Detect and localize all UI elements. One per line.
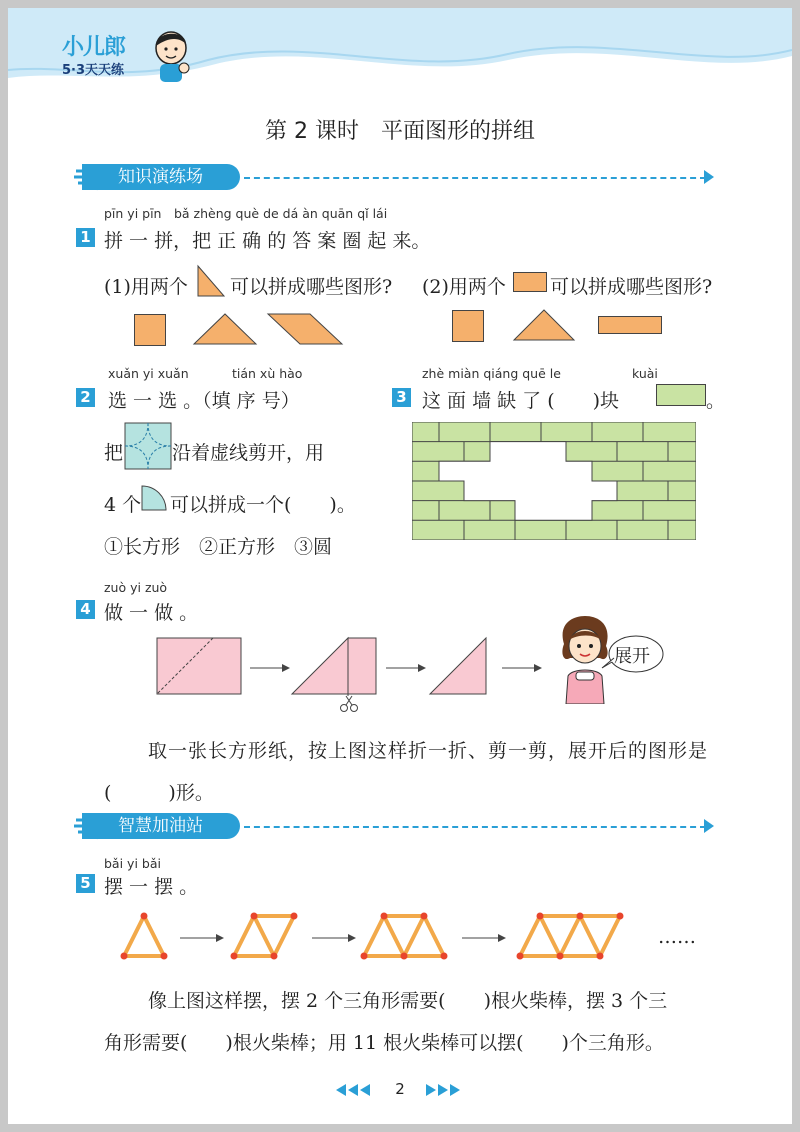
q2-line1-b: 沿着虚线剪开，用	[172, 442, 325, 464]
q2-number: 2	[76, 388, 95, 407]
option-triangle[interactable]	[192, 312, 258, 346]
q5-pinyin: bǎi yi bǎi	[104, 856, 161, 871]
q4-desc-2: ( )形。	[104, 782, 214, 804]
option-parallelogram[interactable]	[266, 312, 344, 346]
q5-ellipsis: ……	[658, 926, 696, 948]
page	[8, 8, 792, 1124]
option-square-2[interactable]	[452, 310, 484, 342]
q1-part2-text-a: (2)用两个	[422, 276, 506, 298]
logo-boy-icon	[150, 28, 192, 86]
q1-prompt: 拼 一 拼，把 正 确 的 答 案 圈 起 来。	[104, 230, 431, 252]
next-page-icon[interactable]	[426, 1084, 462, 1096]
right-triangle-icon	[196, 264, 226, 298]
brick-wall	[412, 422, 696, 540]
q1-number: 1	[76, 228, 95, 247]
option-square[interactable]	[134, 314, 166, 346]
green-brick-icon	[656, 384, 706, 406]
q3-prompt-b: 。	[706, 390, 726, 412]
section-divider-2	[244, 826, 706, 828]
q3-pinyin-2: kuài	[632, 366, 658, 381]
q1-part1-text-a: (1)用两个	[104, 276, 188, 298]
arrow-right-icon	[704, 170, 716, 184]
q2-line2-a: 4 个	[104, 494, 142, 516]
section-divider	[244, 177, 706, 179]
q3-prompt-a: 这 面 墙 缺 了 ( )块	[422, 390, 620, 412]
q5-desc-1: 像上图这样摆，摆 2 个三角形需要( )根火柴棒，摆 3 个三	[148, 990, 668, 1012]
page-number: 2	[395, 1080, 405, 1098]
quarter-circle-icon	[140, 484, 168, 512]
q2-line1-a: 把	[104, 442, 124, 464]
square-with-arcs-icon	[124, 422, 172, 470]
option-long-rectangle[interactable]	[598, 316, 662, 334]
q2-options: ①长方形 ②正方形 ③圆	[104, 536, 333, 558]
section-wisdom-label: 智慧加油站	[82, 813, 240, 839]
scissors-icon	[341, 696, 358, 712]
q3-number: 3	[392, 388, 411, 407]
matchstick-diagram	[116, 910, 656, 964]
q1-part1-text-b: 可以拼成哪些图形?	[230, 276, 393, 298]
logo	[62, 30, 125, 78]
q2-line2-b: 可以拼成一个( )。	[170, 494, 356, 516]
logo-title: 小儿郎	[62, 35, 126, 60]
q4-prompt: 做 一 做 。	[104, 602, 199, 624]
q5-desc-2: 角形需要( )根火柴棒；用 11 根火柴棒可以摆( )个三角形。	[104, 1032, 664, 1054]
speech-text: 展开	[614, 646, 650, 667]
small-rectangle-icon	[513, 272, 547, 292]
q2-pinyin-1: xuǎn yi xuǎn	[108, 366, 189, 381]
q2-pinyin-2: tián xù hào	[232, 366, 303, 381]
arrow-right-icon-2	[704, 819, 716, 833]
q1-pinyin: pīn yi pīn bǎ zhèng què de dá àn quān qǐ lái	[104, 206, 388, 221]
header-wave	[8, 8, 792, 98]
q1-part2-text-b: 可以拼成哪些图形?	[550, 276, 713, 298]
q5-number: 5	[76, 874, 95, 893]
q4-pinyin: zuò yi zuò	[104, 580, 168, 595]
q3-pinyin-1: zhè miàn qiáng quē le	[422, 366, 561, 381]
q4-number: 4	[76, 600, 95, 619]
q2-prompt: 选 一 选 。（填 序 号）	[108, 390, 300, 412]
q4-desc-1: 取一张长方形纸，按上图这样折一折、剪一剪，展开后的图形是	[148, 740, 709, 762]
option-triangle-2[interactable]	[512, 308, 576, 342]
q5-prompt: 摆 一 摆 。	[104, 876, 199, 898]
section-practice-label: 知识演练场	[82, 164, 240, 190]
lesson-title: 第 2 课时 平面图形的拼组	[265, 119, 535, 144]
logo-subtitle: 5·3天天练	[62, 63, 125, 78]
